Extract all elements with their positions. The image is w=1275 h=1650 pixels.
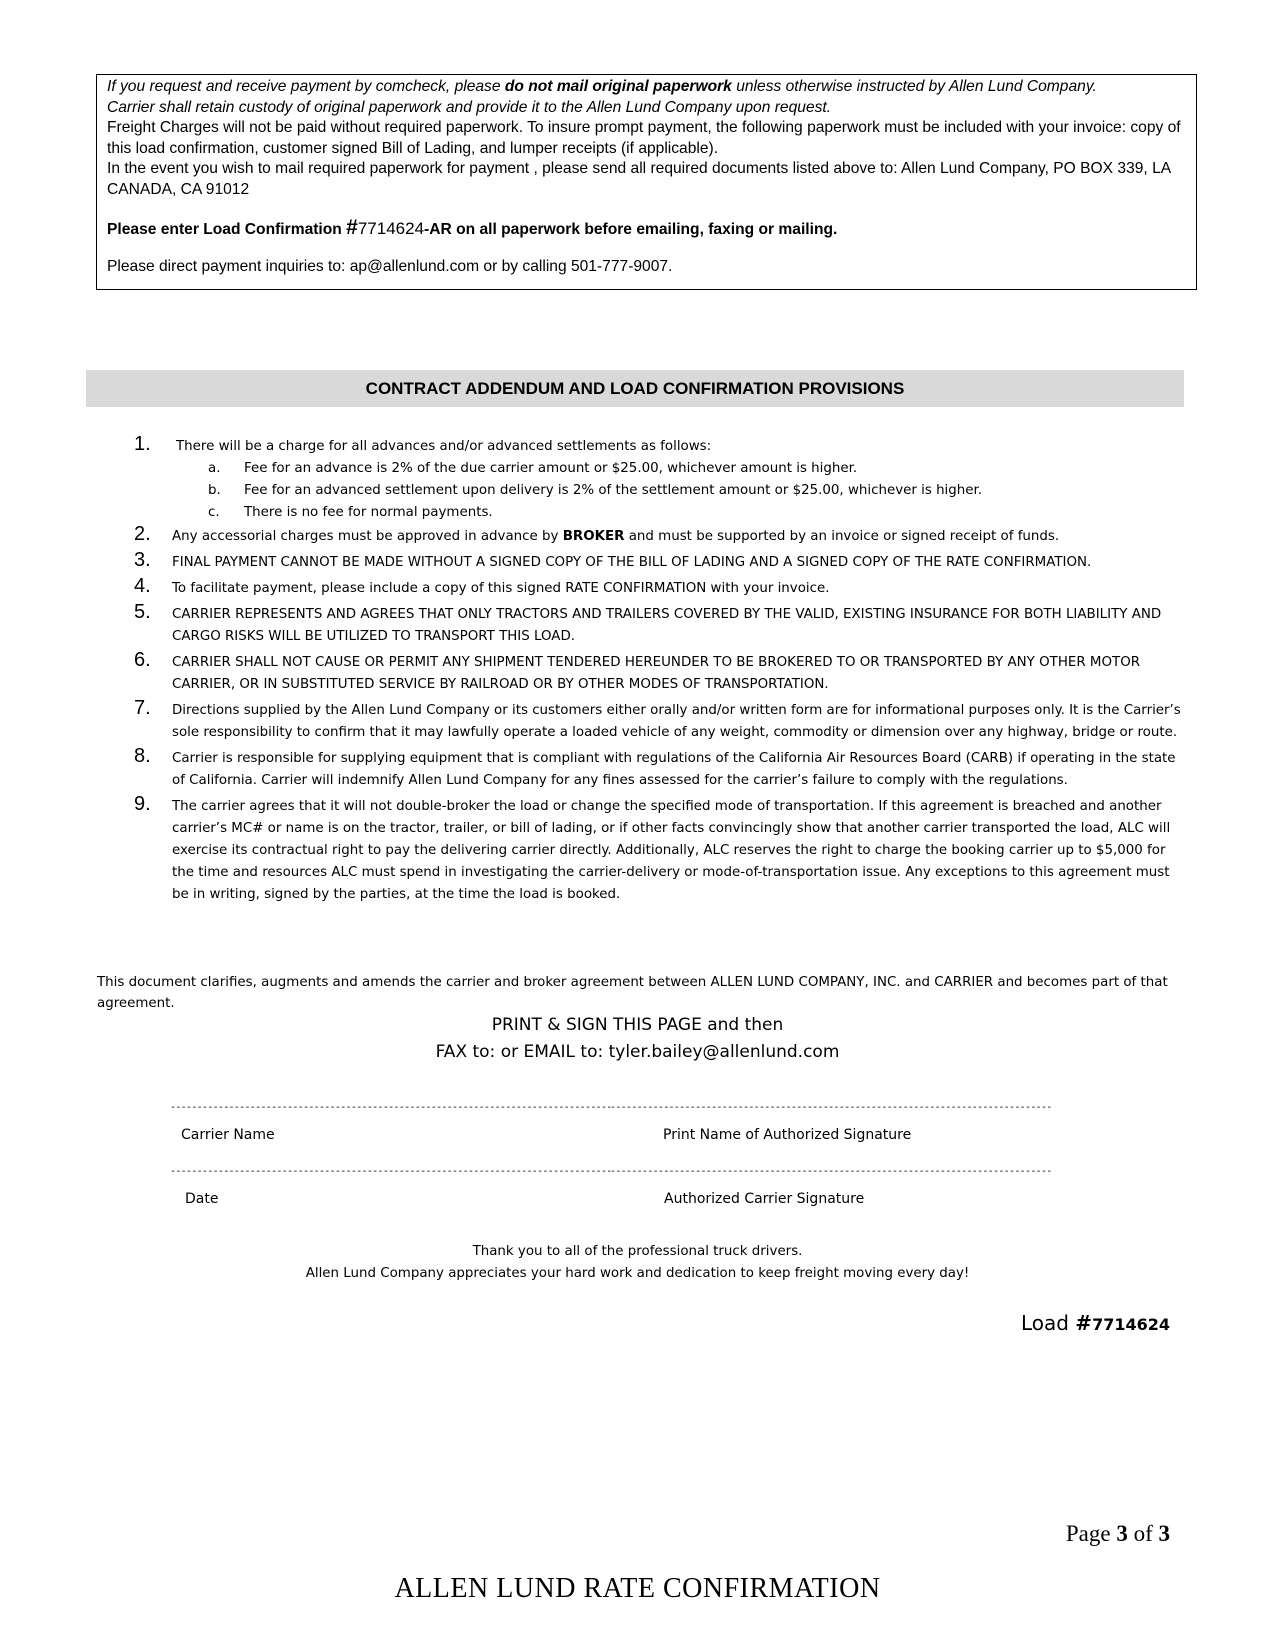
provision-item bbox=[132, 523, 1182, 548]
date-line: ----------------------------------------------------------------------------------- bbox=[170, 1166, 612, 1177]
footer-title: ALLEN LUND RATE CONFIRMATION bbox=[394, 1573, 881, 1604]
carrier-name-label: Carrier Name bbox=[181, 1127, 275, 1143]
provision-item bbox=[132, 549, 1182, 574]
page-prefix: Page bbox=[1065, 1521, 1117, 1546]
comcheck-notice-text-end: unless otherwise instructed by Allen Lund Company. bbox=[731, 78, 1097, 95]
agreement-clarification: This document clarifies, augments and amends the carrier and broker agreement between ALLEN LUND COMPANY, INC. and CARRIER and becomes part of that agreement. bbox=[97, 975, 1168, 1011]
thanks-line-1: Thank you to all of the professional truck drivers. bbox=[472, 1244, 803, 1259]
payment-inquiries: Please direct payment inquiries to: ap@allenlund.com or by calling 501-777-9007. bbox=[107, 257, 673, 275]
thank-you-message bbox=[0, 1241, 1275, 1285]
provision-number: 7. bbox=[134, 697, 151, 719]
fax-email-line: FAX to: or EMAIL to: tyler.bailey@allenlund.com bbox=[435, 1042, 840, 1062]
comcheck-notice bbox=[107, 77, 1186, 98]
provision-sub-list bbox=[172, 458, 1182, 524]
load-label: Load bbox=[1020, 1311, 1076, 1335]
provision-text-end: and must be supported by an invoice or signed receipt of funds. bbox=[624, 529, 1060, 544]
load-confirmation-instruction bbox=[107, 218, 1186, 241]
sub-letter: b. bbox=[208, 483, 221, 498]
date-label: Date bbox=[185, 1191, 219, 1207]
sub-text: Fee for an advance is 2% of the due carrier amount or $25.00, whichever amount is higher. bbox=[244, 461, 858, 476]
provision-item bbox=[132, 649, 1182, 696]
paperwork-requirements: Freight Charges will not be paid without required paperwork. To insure prompt payment, the following paperwork must be included with your invoice: copy of this load confirmation, customer signed Bill of Lading, and lumper receipts (if applicable). bbox=[107, 119, 1181, 157]
provision-item bbox=[132, 745, 1182, 792]
load-hash: # bbox=[1075, 1311, 1093, 1335]
confirm-text-end: -AR on all paperwork before emailing, faxing or mailing. bbox=[424, 221, 838, 238]
print-name-label: Print Name of Authorized Signature bbox=[663, 1127, 912, 1143]
provision-item bbox=[132, 433, 1182, 524]
provision-text: To facilitate payment, please include a copy of this signed RATE CONFIRMATION with your invoice. bbox=[172, 581, 830, 596]
provision-number: 8. bbox=[134, 745, 151, 767]
print-sign-line: PRINT & SIGN THIS PAGE and then bbox=[491, 1015, 784, 1035]
comcheck-notice-emphasis: do not mail original paperwork bbox=[504, 78, 732, 95]
sub-letter: c. bbox=[208, 505, 220, 520]
provision-sub-item bbox=[172, 502, 1182, 524]
provision-item bbox=[132, 601, 1182, 648]
provision-text: CARRIER SHALL NOT CAUSE OR PERMIT ANY SHIPMENT TENDERED HEREUNDER TO BE BROKERED TO OR TRANSPORTED BY ANY OTHER MOTOR CARRIER, OR IN SUBSTITUTED SERVICE BY RAILROAD OR BY OTHER MODES OF TRANSPORTATION. bbox=[172, 655, 1141, 692]
section-header: CONTRACT ADDENDUM AND LOAD CONFIRMATION PROVISIONS bbox=[86, 370, 1184, 407]
provision-text: FINAL PAYMENT CANNOT BE MADE WITHOUT A SIGNED COPY OF THE BILL OF LADING AND A SIGNED COPY OF THE RATE CONFIRMATION. bbox=[172, 555, 1092, 570]
provision-text-start: Any accessorial charges must be approved in advance by bbox=[172, 529, 563, 544]
provision-text-bold: BROKER bbox=[562, 529, 625, 544]
print-sign-instructions bbox=[0, 1012, 1275, 1066]
custody-notice: Carrier shall retain custody of original paperwork and provide it to the Allen Lund Company upon request. bbox=[107, 98, 832, 116]
authorized-signature-line: ----------------------------------------------------------------------------------- bbox=[610, 1166, 1052, 1177]
provisions-list bbox=[132, 433, 1182, 910]
page-total: 3 bbox=[1158, 1521, 1170, 1546]
provision-number: 5. bbox=[134, 601, 151, 623]
provision-sub-item bbox=[172, 480, 1182, 502]
carrier-name-line: ----------------------------------------------------------------------------------- bbox=[170, 1102, 612, 1113]
load-number-value: 7714624 bbox=[1092, 1315, 1170, 1334]
payment-notice-box bbox=[96, 74, 1197, 290]
page-number bbox=[1066, 1521, 1170, 1547]
provision-number: 9. bbox=[134, 793, 151, 815]
authorized-signature-label: Authorized Carrier Signature bbox=[664, 1191, 865, 1207]
thanks-line-2: Allen Lund Company appreciates your hard work and dedication to keep freight moving every day! bbox=[305, 1266, 970, 1281]
provision-text: There will be a charge for all advances and/or advanced settlements as follows: bbox=[176, 439, 712, 454]
provision-number: 4. bbox=[134, 575, 151, 597]
page-of: of bbox=[1127, 1521, 1159, 1546]
print-name-line: ----------------------------------------------------------------------------------- bbox=[610, 1102, 1052, 1113]
comcheck-notice-text: If you request and receive payment by comcheck, please bbox=[107, 78, 505, 95]
provision-number: 1. bbox=[134, 433, 151, 455]
provision-sub-item bbox=[172, 458, 1182, 480]
mailing-address: In the event you wish to mail required paperwork for payment , please send all required documents listed above to: Allen Lund Company, PO BOX 339, LA CANADA, CA 91012 bbox=[107, 160, 1171, 198]
provision-text: Carrier is responsible for supplying equipment that is compliant with regulations of the California Air Resources Board (CARB) if operating in the state of California. Carrier will indemnify Allen Lund Company for any fines assessed for the carrier’s failure to comply with the regulations. bbox=[172, 751, 1176, 788]
page-current: 3 bbox=[1116, 1521, 1128, 1546]
provision-text bbox=[172, 526, 1182, 548]
provision-number: 6. bbox=[134, 649, 151, 671]
provision-text: CARRIER REPRESENTS AND AGREES THAT ONLY TRACTORS AND TRAILERS COVERED BY THE VALID, EXISTING INSURANCE FOR BOTH LIABILITY AND CARGO RISKS WILL BE UTILIZED TO TRANSPORT THIS LOAD. bbox=[172, 607, 1162, 644]
provision-text: The carrier agrees that it will not double-broker the load or change the specified mode of transportation. If this agreement is breached and another carrier’s MC# or name is on the tractor, trailer, or bill of lading, or if other facts convincingly show that another carrier transported the load, ALC will exercise its contractual right to pay the delivering carrier directly. Additionally, ALC reserves the right to charge the booking carrier up to $5,000 for the time and resources ALC must spend in investigating the carrier-delivery or mode-of-transportation issue. Any exceptions to this agreement must be in writing, signed by the parties, at the time the load is booked. bbox=[172, 799, 1171, 902]
provision-item bbox=[132, 575, 1182, 600]
provision-text: Directions supplied by the Allen Lund Company or its customers either orally and/or written form are for informational purposes only. It is the Carrier’s sole responsibility to confirm that it may lawfully operate a loaded vehicle of any weight, commodity or dimension over any highway, bridge or route. bbox=[172, 703, 1181, 740]
sub-text: Fee for an advanced settlement upon delivery is 2% of the settlement amount or $25.00, whichever is higher. bbox=[244, 483, 983, 498]
provision-item bbox=[132, 793, 1182, 906]
load-number bbox=[1021, 1311, 1170, 1335]
provision-number: 3. bbox=[134, 549, 151, 571]
confirm-text: Please enter Load Confirmation bbox=[107, 221, 347, 238]
provision-number: 2. bbox=[134, 523, 151, 545]
confirm-hash: # bbox=[346, 216, 358, 239]
sub-letter: a. bbox=[208, 461, 221, 476]
confirm-number: 7714624 bbox=[357, 219, 425, 238]
sub-text: There is no fee for normal payments. bbox=[244, 505, 493, 520]
provision-item bbox=[132, 697, 1182, 744]
